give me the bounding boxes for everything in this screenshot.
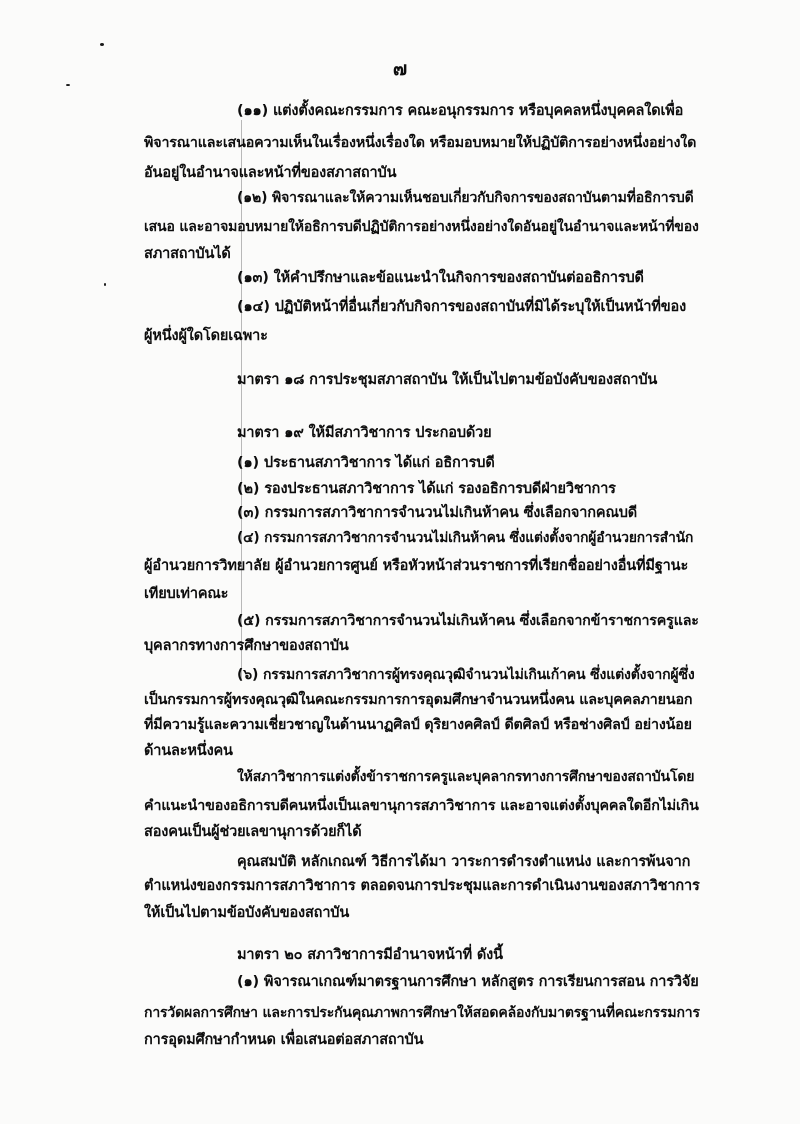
text-line: ด้านละหนึ่งคน — [144, 743, 233, 759]
text-line: ผู้หนึ่งผู้ใดโดยเฉพาะ — [144, 328, 268, 344]
section-heading: มาตรา ๑๘ การประชุมสภาสถาบัน ให้เป็นไปตามข้อบังคับของสถาบัน — [237, 372, 658, 388]
text-line: ให้เป็นไปตามข้อบังคับของสถาบัน — [144, 905, 350, 921]
text-line: สองคนเป็นผู้ช่วยเลขานุการด้วยก็ได้ — [144, 824, 362, 840]
text-line: ผู้อำนวยการวิทยาลัย ผู้อำนวยการศูนย์ หรือหัวหน้าส่วนราชการที่เรียกชื่ออย่างอื่นที่มีฐานะ — [144, 558, 689, 574]
text-line: (๕) กรรมการสภาวิชาการจำนวนไม่เกินห้าคน ซึ่งเลือกจากข้าราชการครูและ — [237, 613, 699, 629]
text-line: (๑๒) พิจารณาและให้ความเห็นชอบเกี่ยวกับกิจการของสถาบันตามที่อธิการบดี — [237, 190, 694, 206]
text-line: (๑) ประธานสภาวิชาการ ได้แก่ อธิการบดี — [237, 455, 495, 471]
scan-speck — [100, 43, 104, 46]
section-heading: มาตรา ๒๐ สภาวิชาการมีอำนาจหน้าที่ ดังนี้ — [237, 947, 503, 963]
text-line: (๑๔) ปฏิบัติหน้าที่อื่นเกี่ยวกับกิจการของสถาบันที่มิได้ระบุให้เป็นหน้าที่ของ — [237, 299, 686, 315]
text-line: พิจารณาและเสนอความเห็นในเรื่องหนึ่งเรื่องใด หรือมอบหมายให้ปฏิบัติการอย่างหนึ่งอย่างใด — [144, 135, 697, 151]
text-line: ตำแหน่งของกรรมการสภาวิชาการ ตลอดจนการประชุมและการดำเนินงานของสภาวิชาการ — [144, 878, 700, 894]
text-line: บุคลากรทางการศึกษาของสถาบัน — [144, 638, 349, 654]
scan-speck — [104, 283, 106, 286]
text-line: (๑๓) ให้คำปรึกษาและข้อแนะนำในกิจการของสถาบันต่ออธิการบดี — [237, 270, 644, 286]
page-number: ๗ — [392, 58, 408, 80]
scan-speck — [66, 84, 70, 86]
text-line: (๔) กรรมการสภาวิชาการจำนวนไม่เกินห้าคน ซึ่งแต่งตั้งจากผู้อำนวยการสำนัก — [237, 530, 694, 546]
section-heading: มาตรา ๑๙ ให้มีสภาวิชาการ ประกอบด้วย — [237, 425, 492, 441]
text-line: (๖) กรรมการสภาวิชาการผู้ทรงคุณวุฒิจำนวนไม่เกินเก้าคน ซึ่งแต่งตั้งจากผู้ซึ่ง — [237, 667, 695, 683]
text-line: (๓) กรรมการสภาวิชาการจำนวนไม่เกินห้าคน ซึ่งเลือกจากคณบดี — [237, 505, 638, 521]
text-line: (๑๑) แต่งตั้งคณะกรรมการ คณะอนุกรรมการ หรือบุคคลหนึ่งบุคคลใดเพื่อ — [237, 103, 684, 119]
text-line: สภาสถาบันได้ — [144, 246, 231, 262]
text-line: เป็นกรรมการผู้ทรงคุณวุฒิในคณะกรรมการการอุดมศึกษาจำนวนหนึ่งคน และบุคคลภายนอก — [144, 692, 693, 708]
text-line: อันอยู่ในอำนาจและหน้าที่ของสภาสถาบัน — [144, 165, 397, 181]
text-line: เทียบเท่าคณะ — [144, 586, 229, 602]
text-line: เสนอ และอาจมอบหมายให้อธิการบดีปฏิบัติการอย่างหนึ่งอย่างใดอันอยู่ในอำนาจและหน้าที่ของ — [144, 219, 699, 235]
text-line: คำแนะนำของอธิการบดีคนหนึ่งเป็นเลขานุการสภาวิชาการ และอาจแต่งตั้งบุคคลใดอีกไม่เกิน — [144, 798, 699, 814]
text-line: (๒) รองประธานสภาวิชาการ ได้แก่ รองอธิการบดีฝ่ายวิชาการ — [237, 481, 616, 497]
text-line: (๑) พิจารณาเกณฑ์มาตรฐานการศึกษา หลักสูตร การเรียนการสอน การวิจัย — [237, 974, 699, 990]
text-line: ให้สภาวิชาการแต่งตั้งข้าราชการครูและบุคลากรทางการศึกษาของสถาบันโดย — [237, 769, 695, 785]
text-line: คุณสมบัติ หลักเกณฑ์ วิธีการได้มา วาระการดำรงตำแหน่ง และการพ้นจาก — [237, 854, 691, 870]
text-line: การอุดมศึกษากำหนด เพื่อเสนอต่อสภาสถาบัน — [144, 1032, 424, 1048]
text-line: การวัดผลการศึกษา และการประกันคุณภาพการศึกษาให้สอดคล้องกับมาตรฐานที่คณะกรรมการ — [144, 1005, 700, 1021]
text-line: ที่มีความรู้และความเชี่ยวชาญในด้านนาฏศิลป์ ดุริยางคศิลป์ ดีตศิลป์ หรือช่างศิลป์ อย่างน้อย — [144, 717, 692, 733]
